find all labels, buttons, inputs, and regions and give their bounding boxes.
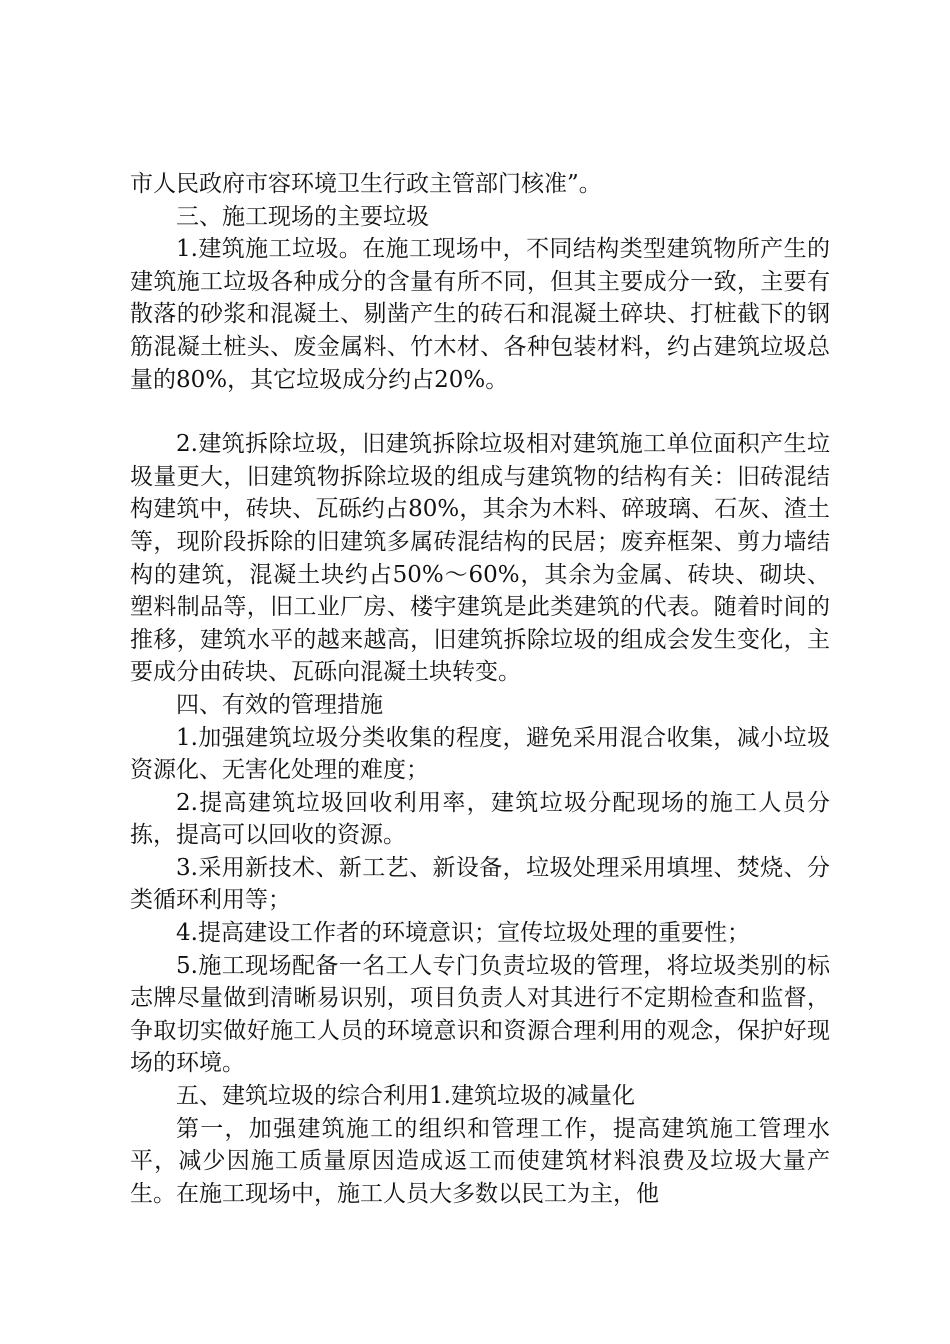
list-item: 5.施工现场配备一名工人专门负责垃圾的管理，将垃圾类别的标志牌尽量做到清晰易识别，项目负责人对其进行不定期检查和监督，争取切实做好施工人员的环境意识和资源合理利用的观念，保护好现场的环境。 — [130, 952, 830, 1077]
section-heading: 五、建筑垃圾的综合利用1.建筑垃圾的减量化 — [176, 1083, 635, 1110]
section-heading: 三、施工现场的主要垃圾 — [176, 203, 429, 230]
document-body — [130, 168, 830, 1210]
list-item: 2.提高建筑垃圾回收利用率，建筑垃圾分配现场的施工人员分拣，提高可以回收的资源。 — [130, 789, 830, 849]
list-item: 3.采用新技术、新工艺、新设备，垃圾处理采用填埋、焚烧、分类循环利用等； — [130, 854, 830, 914]
list-item: 1.加强建筑垃圾分类收集的程度，避免采用混合收集，减小垃圾资源化、无害化处理的难度； — [130, 724, 830, 784]
section-heading: 四、有效的管理措施 — [176, 691, 383, 718]
paragraph: 1.建筑施工垃圾。在施工现场中，不同结构类型建筑物所产生的建筑施工垃圾各种成分的含量有所不同，但其主要成分一致，主要有散落的砂浆和混凝土、剔凿产生的砖石和混凝土碎块、打桩截下的钢筋混凝土桩头、废金属料、竹木材、各种包装材料，约占建筑垃圾总量的80%，其它垃圾成分约占20%。 — [130, 236, 830, 393]
paragraph: 第一，加强建筑施工的组织和管理工作，提高建筑施工管理水平，减少因施工质量原因造成返工而使建筑材料浪费及垃圾大量产生。在施工现场中，施工人员大多数以民工为主，他 — [130, 1115, 830, 1207]
paragraph: 市人民政府市容环境卫生行政主管部门核准”。 — [130, 171, 602, 197]
list-item: 4.提高建设工作者的环境意识；宣传垃圾处理的重要性； — [176, 920, 750, 947]
paragraph: 2.建筑拆除垃圾，旧建筑拆除垃圾相对建筑施工单位面积产生垃圾量更大，旧建筑物拆除垃圾的组成与建筑物的结构有关：旧砖混结构建筑中，砖块、瓦砾约占80%，其余为木料、碎玻璃、石灰、渣土等，现阶段拆除的旧建筑多属砖混结构的民居；废弃框架、剪力墙结构的建筑，混凝土块约占50%～60%，其余为金属、砖块、砌块、塑料制品等，旧工业厂房、楼宇建筑是此类建筑的代表。随着时间的推移，建筑水平的越来越高，旧建筑拆除垃圾的组成会发生变化，主要成分由砖块、瓦砾向混凝土块转变。 — [130, 431, 830, 686]
paragraph-gap — [130, 396, 830, 428]
